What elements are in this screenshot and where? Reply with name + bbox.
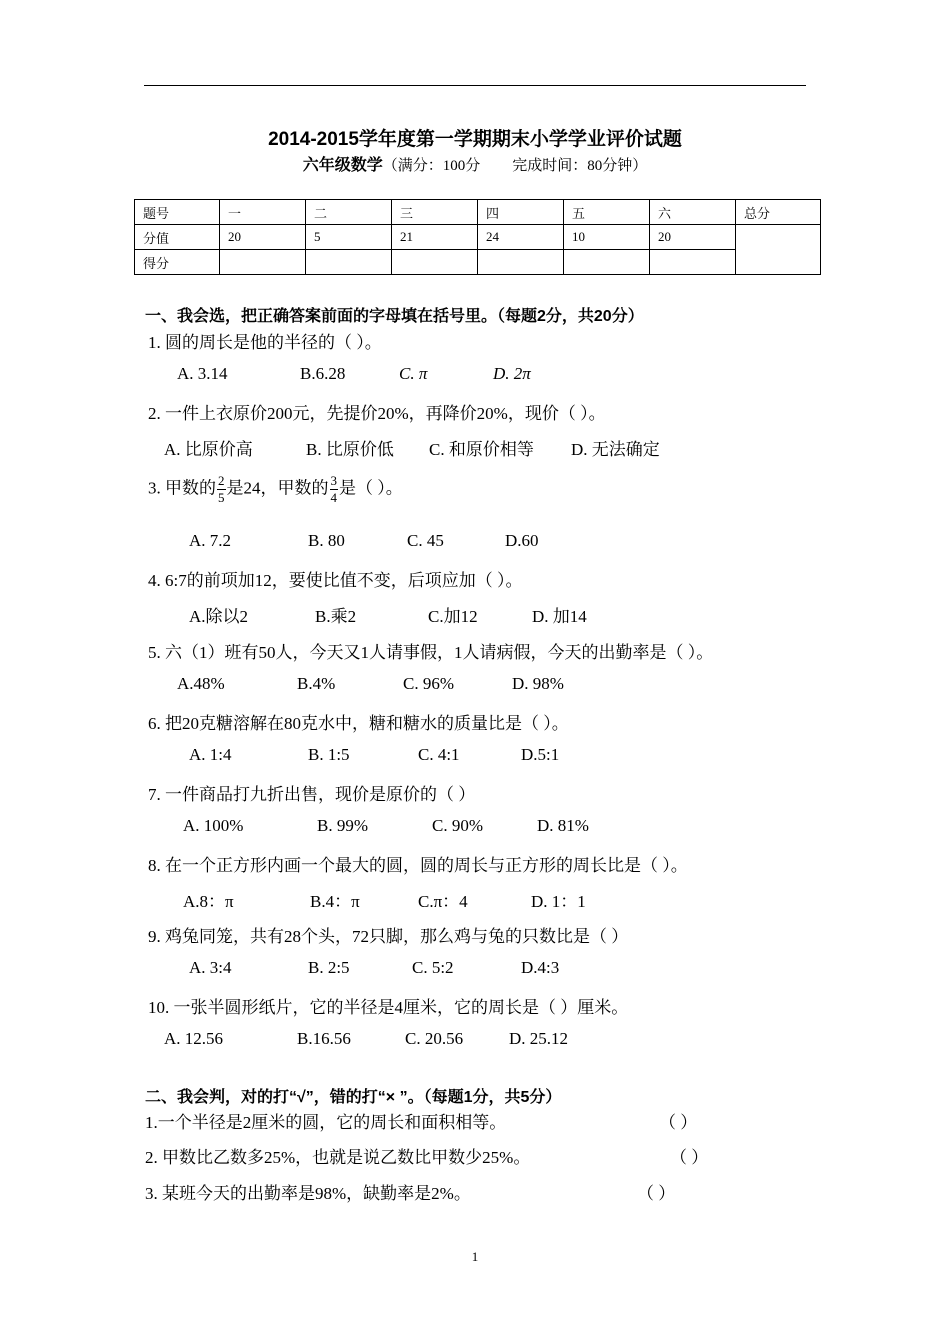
page-number: 1 bbox=[471, 1249, 479, 1264]
option: C. 和原价相等 bbox=[429, 440, 534, 459]
option: C. 45 bbox=[407, 531, 444, 550]
table-cell: 24 bbox=[478, 225, 564, 250]
page-subtitle bbox=[0, 152, 950, 175]
option: A. 3:4 bbox=[189, 958, 232, 977]
option: A. 1:4 bbox=[189, 745, 232, 764]
table-cell: 总分 bbox=[736, 200, 821, 225]
table-cell: 六 bbox=[650, 200, 736, 225]
table-cell: 21 bbox=[392, 225, 478, 250]
option: A. 3.14 bbox=[177, 364, 228, 383]
fraction bbox=[217, 473, 226, 506]
question-7: 7. 一件商品打九折出售，现价是原价的（ ） bbox=[148, 785, 476, 804]
question-text: 3. 甲数的 bbox=[148, 478, 216, 498]
option: A.除以2 bbox=[189, 607, 249, 626]
table-cell: 分值 bbox=[135, 225, 220, 250]
score-table bbox=[134, 199, 821, 275]
question-1: 1. 圆的周长是他的半径的（ ）。 bbox=[148, 333, 382, 352]
option: C. 96% bbox=[403, 674, 454, 693]
fraction-denominator: 5 bbox=[218, 490, 225, 505]
table-cell: 得分 bbox=[135, 250, 220, 275]
option: B.16.56 bbox=[297, 1029, 351, 1048]
option: C.π：4 bbox=[418, 892, 468, 911]
option: B.4：π bbox=[310, 892, 360, 911]
option: D. 1：1 bbox=[531, 892, 586, 911]
option: B.乘2 bbox=[315, 607, 357, 626]
option: B.4% bbox=[297, 674, 336, 693]
option: D. 25.12 bbox=[509, 1029, 569, 1048]
option: D.60 bbox=[505, 531, 539, 550]
option: B. 比原价低 bbox=[306, 440, 394, 459]
answer-parentheses[interactable]: （ ） bbox=[659, 1113, 698, 1132]
table-cell: 20 bbox=[650, 225, 736, 250]
fraction-numerator: 3 bbox=[330, 473, 337, 488]
fraction-numerator: 2 bbox=[218, 473, 225, 488]
question-10: 10. 一张半圆形纸片，它的半径是4厘米，它的周长是（ ）厘米。 bbox=[148, 998, 629, 1017]
table-cell: 四 bbox=[478, 200, 564, 225]
score-entry-cell[interactable] bbox=[564, 250, 650, 275]
option: A. 12.56 bbox=[164, 1029, 224, 1048]
option: D. 加14 bbox=[532, 607, 587, 626]
option: A.48% bbox=[177, 674, 225, 693]
score-entry-cell[interactable] bbox=[306, 250, 392, 275]
score-entry-cell[interactable] bbox=[650, 250, 736, 275]
option: C. 90% bbox=[432, 816, 483, 835]
score-entry-cell[interactable] bbox=[220, 250, 306, 275]
score-table-values-row bbox=[135, 225, 821, 250]
table-cell: 二 bbox=[306, 200, 392, 225]
full-score: （满分：100分 bbox=[382, 158, 481, 174]
subject-label: 六年级数学 bbox=[302, 157, 383, 174]
section1-heading: 一、我会选，把正确答案前面的字母填在括号里。（每题2分，共20分） bbox=[145, 308, 644, 325]
table-cell: 五 bbox=[564, 200, 650, 225]
option: A. 100% bbox=[183, 816, 244, 835]
option: D. 81% bbox=[537, 816, 589, 835]
option: D. 无法确定 bbox=[571, 440, 660, 459]
option: D. 2π bbox=[493, 364, 531, 383]
section2-heading: 二、我会判，对的打“√”，错的打“× ”。（每题1分，共5分） bbox=[145, 1089, 562, 1106]
option: C. π bbox=[399, 364, 428, 383]
table-cell: 三 bbox=[392, 200, 478, 225]
page-title: 2014-2015学年度第一学期期末小学学业评价试题 bbox=[268, 129, 682, 150]
table-cell: 题号 bbox=[135, 200, 220, 225]
judge-item-2: 2. 甲数比乙数多25%，也就是说乙数比甲数少25%。 bbox=[145, 1148, 531, 1167]
option: C. 4:1 bbox=[418, 745, 460, 764]
option: C. 20.56 bbox=[405, 1029, 464, 1048]
score-table-header-row bbox=[135, 200, 821, 225]
table-cell: 5 bbox=[306, 225, 392, 250]
question-8: 8. 在一个正方形内画一个最大的圆，圆的周长与正方形的周长比是（ ）。 bbox=[148, 856, 688, 875]
option: C. 5:2 bbox=[412, 958, 454, 977]
judge-item-3: 3. 某班今天的出勤率是98%，缺勤率是2%。 bbox=[145, 1184, 471, 1203]
total-score-cell[interactable] bbox=[736, 225, 821, 275]
score-entry-cell[interactable] bbox=[392, 250, 478, 275]
option: D. 98% bbox=[512, 674, 564, 693]
option: B. 1:5 bbox=[308, 745, 350, 764]
judge-item-1: 1.一个半径是2厘米的圆，它的周长和面积相等。 bbox=[145, 1113, 507, 1132]
table-cell: 20 bbox=[220, 225, 306, 250]
option: A.8：π bbox=[183, 892, 234, 911]
option: A. 比原价高 bbox=[164, 440, 253, 459]
fraction bbox=[330, 473, 339, 506]
question-6: 6. 把20克糖溶解在80克水中，糖和糖水的质量比是（ ）。 bbox=[148, 714, 569, 733]
option: B. 2:5 bbox=[308, 958, 350, 977]
answer-parentheses[interactable]: （ ） bbox=[670, 1148, 709, 1167]
fraction-denominator: 4 bbox=[330, 490, 337, 505]
question-9: 9. 鸡兔同笼，共有28个头，72只脚，那么鸡与兔的只数比是（ ） bbox=[148, 927, 629, 946]
option: A. 7.2 bbox=[189, 531, 232, 550]
score-table-score-row bbox=[135, 250, 821, 275]
question-text: 是（ ）。 bbox=[339, 478, 403, 498]
option: D.4:3 bbox=[521, 958, 560, 977]
question-5: 5. 六（1）班有50人，今天又1人请事假，1人请病假，今天的出勤率是（ ）。 bbox=[148, 643, 714, 662]
question-3 bbox=[148, 473, 403, 506]
option: D.5:1 bbox=[521, 745, 560, 764]
header-rule bbox=[144, 85, 806, 86]
table-cell: 一 bbox=[220, 200, 306, 225]
answer-parentheses[interactable]: （ ） bbox=[637, 1184, 676, 1203]
table-cell: 10 bbox=[564, 225, 650, 250]
question-text: 是24，甲数的 bbox=[226, 478, 329, 498]
question-4: 4. 6:7的前项加12，要使比值不变，后项应加（ ）。 bbox=[148, 571, 523, 590]
score-entry-cell[interactable] bbox=[478, 250, 564, 275]
option: B. 99% bbox=[317, 816, 368, 835]
option: B. 80 bbox=[308, 531, 345, 550]
option: C.加12 bbox=[428, 607, 478, 626]
question-2: 2. 一件上衣原价200元，先提价20%，再降价20%，现价（ ）。 bbox=[148, 404, 606, 423]
option: B.6.28 bbox=[300, 364, 346, 383]
time-limit: 完成时间：80分钟） bbox=[512, 158, 648, 174]
